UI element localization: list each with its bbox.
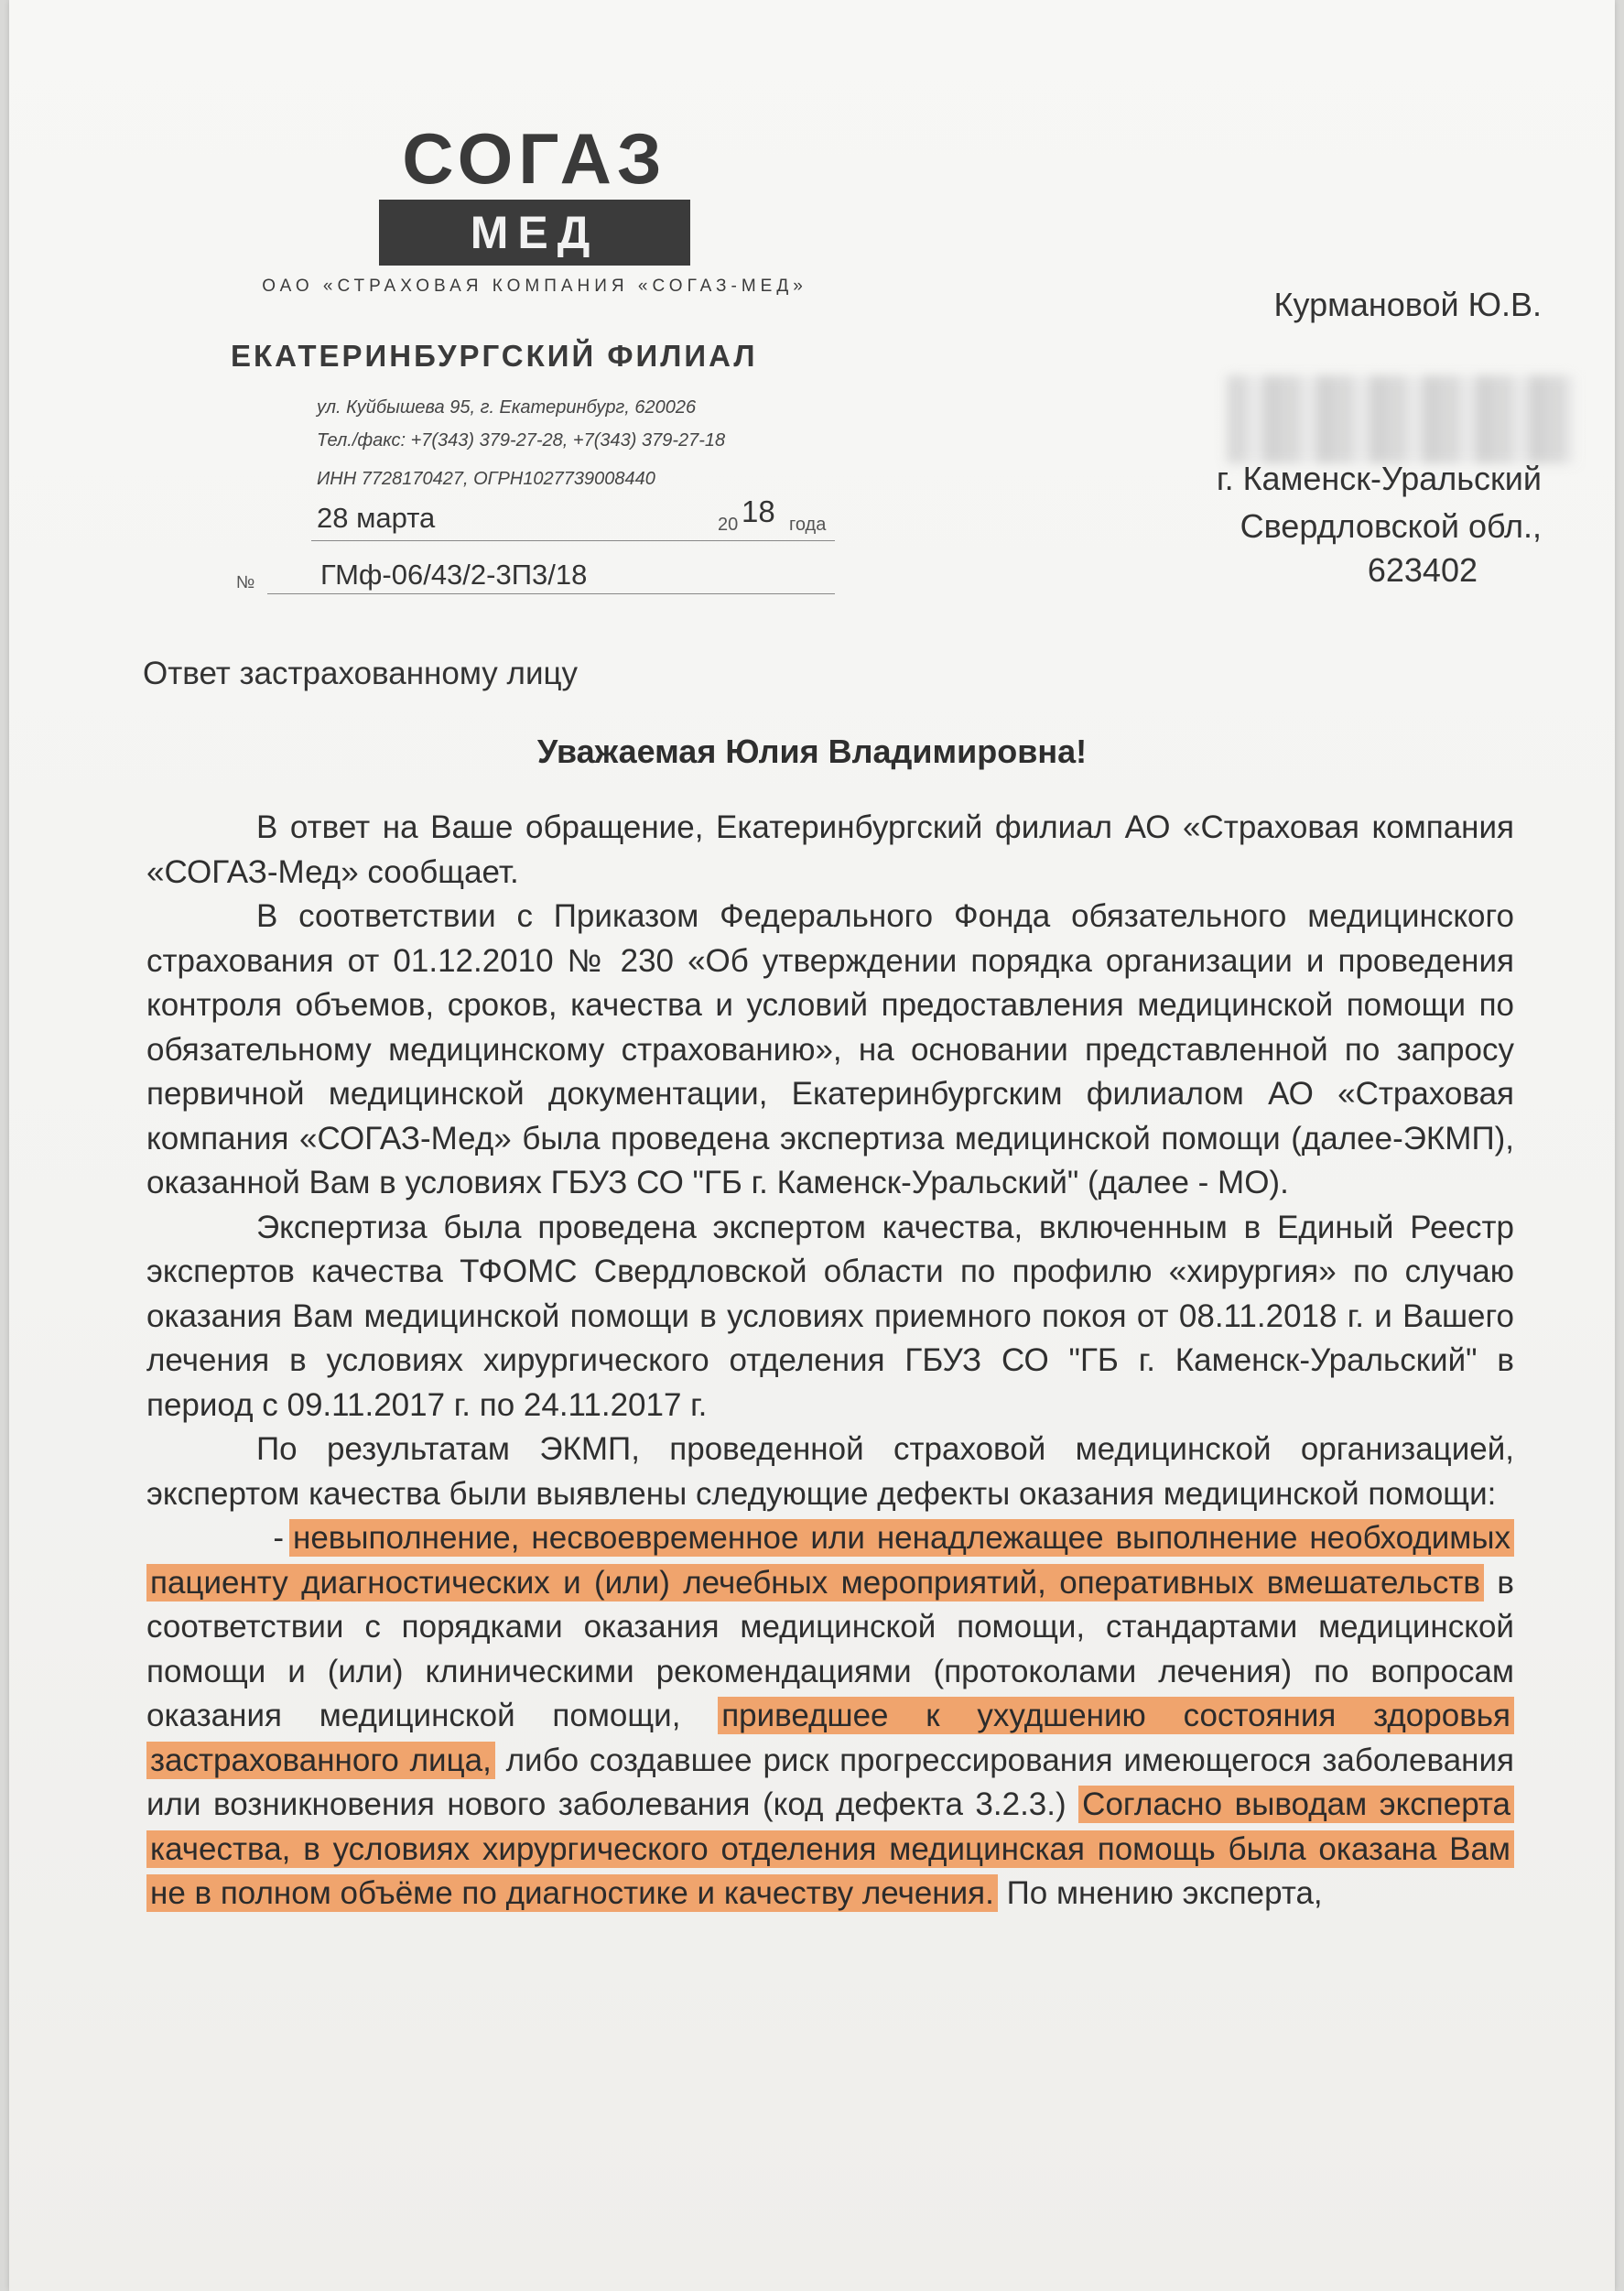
- branch-phone: Тел./факс: +7(343) 379-27-28, +7(343) 379-27-18: [317, 430, 726, 451]
- recipient-region: Свердловской обл.,: [1240, 507, 1542, 545]
- recipient-name: Курмановой Ю.В.: [1273, 286, 1542, 323]
- highlighted-text: приведшее к ухудшению состояния здоровья застрахованного лица,: [146, 1697, 1514, 1779]
- letter-date: 28 марта: [317, 502, 436, 534]
- branch-address: ул. Куйбышева 95, г. Екатеринбург, 620026: [317, 397, 697, 418]
- company-logo-bottom: МЕД: [379, 200, 690, 266]
- highlighted-text: невыполнение, несвоевременное или ненадлежащее выполнение необходимых пациенту диагностических и (или) лечебных мероприятий, оперативных вмешательств: [146, 1519, 1514, 1602]
- letter-body: [146, 806, 1514, 1916]
- company-logo-top: СОГАЗ: [402, 118, 667, 199]
- letter-number: ГМф-06/43/2-3П3/18: [320, 559, 588, 591]
- body-paragraph: Экспертиза была проведена экспертом качества, включенным в Единый Реестр экспертов качества ТФОМС Свердловской области по профилю «хирургия» по случаю оказания Вам медицинской помощи в условиях приемного покоя от 08.11.2018 г. и Вашего лечения в условиях хирургического отделения ГБУЗ СО "ГБ г. Каменск-Уральский" в период с 09.11.2017 г. по 24.11.2017 г.: [146, 1209, 1514, 1423]
- body-paragraph: В ответ на Ваше обращение, Екатеринбургский филиал АО «Страховая компания «СОГАЗ-Мед» сообщает.: [146, 809, 1514, 890]
- redacted-address: [1227, 375, 1575, 463]
- recipient-city: г. Каменск-Уральский: [1216, 460, 1542, 497]
- company-name: ОАО «СТРАХОВАЯ КОМПАНИЯ «СОГАЗ-МЕД»: [262, 277, 807, 296]
- body-paragraph: По результатам ЭКМП, проведенной страховой медицинской организацией, экспертом качества были выявлены следующие дефекты оказания медицинской помощи:: [146, 1431, 1514, 1512]
- letter-year-word: года: [789, 515, 827, 535]
- number-label: №: [236, 573, 255, 592]
- body-text-segment: По мнению эксперта,: [997, 1875, 1323, 1911]
- letter-year-prefix: 20: [718, 515, 739, 535]
- letter-year: 18: [742, 494, 775, 528]
- date-underline: [311, 540, 835, 541]
- body-text-segment: в соответствии с порядками оказания медицинской помощи, стандартами медицинской помощи и (или) клиническими рекомендациями (протоколами лечения) по вопросам оказания медицинской помощи,: [146, 1564, 1514, 1733]
- highlighted-text: Согласно выводам эксперта качества, в условиях хирургического отделения медицинская помощь была оказана Вам не в полном объёме по диагностике и качеству лечения.: [146, 1786, 1514, 1912]
- branch-ids: ИНН 7728170427, ОГРН1027739008440: [317, 469, 655, 489]
- list-bullet: -: [273, 1520, 284, 1556]
- body-paragraph: В соответствии с Приказом Федерального Фонда обязательного медицинского страхования от 01.12.2010 № 230 «Об утверждении порядка организации и проведения контроля объемов, сроков, качества и условий предоставления медицинской помощи по обязательному медицинскому страхованию», на основании представленной по запросу первичной медицинской документации, Екатеринбургским филиалом АО «Страховая компания «СОГАЗ-Мед» была проведена экспертиза медицинской помощи (далее-ЭКМП), оказанной Вам в условиях ГБУЗ СО "ГБ г. Каменск-Уральский" (далее - МО).: [146, 898, 1514, 1200]
- letter-page: [9, 0, 1615, 2291]
- defect-list-item: [146, 1516, 1514, 1916]
- salutation: Уважаемая Юлия Владимировна!: [536, 733, 1088, 770]
- recipient-postcode: 623402: [1367, 551, 1478, 589]
- letter-subject: Ответ застрахованному лицу: [143, 656, 579, 691]
- number-underline: [267, 593, 835, 594]
- body-text-segment: либо создавшее риск прогрессирования имеющегося заболевания или возникновения нового заболевания (код дефекта 3.2.3.): [146, 1742, 1514, 1822]
- branch-name: ЕКАТЕРИНБУРГСКИЙ ФИЛИАЛ: [231, 339, 758, 373]
